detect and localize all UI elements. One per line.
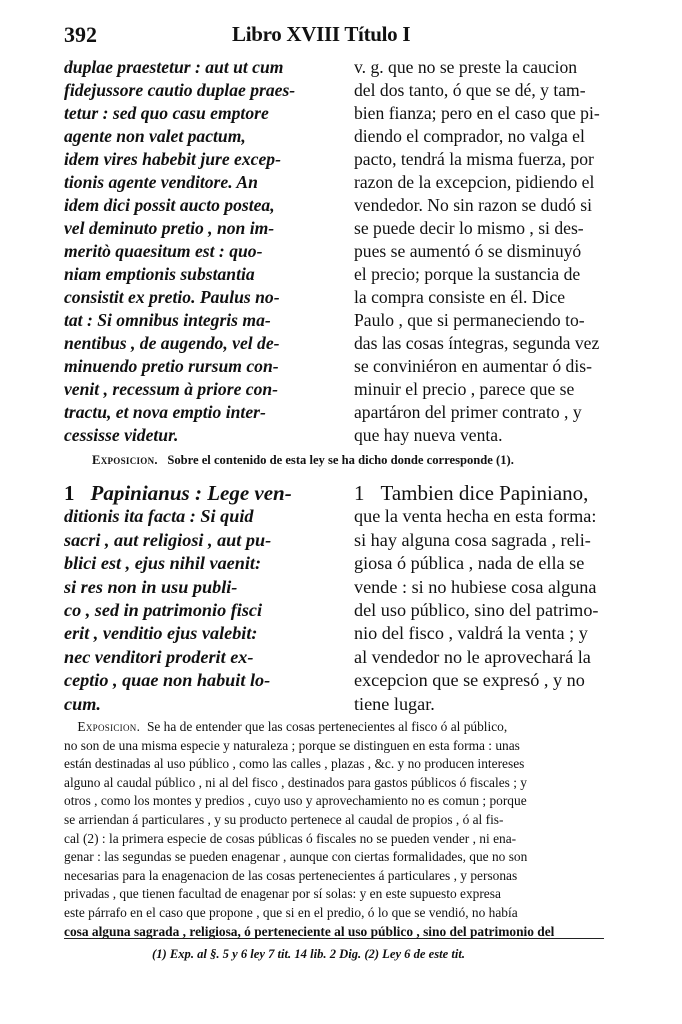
latin-line: ceptio , quae non habuit lo- bbox=[64, 670, 271, 691]
spanish-line: minuir el precio , parece que se bbox=[354, 379, 575, 399]
commentary-line: no son de una misma especie y naturaleza ; porque se distinguen en esta forma : unas bbox=[64, 737, 520, 753]
spanish-line: Paulo , que si permaneciendo to- bbox=[354, 310, 585, 330]
latin-line: idem dici possit aucto postea, bbox=[64, 195, 275, 215]
commentary-text: Se ha de entender que las cosas pertenecientes al fisco ó al público, bbox=[146, 719, 508, 734]
spanish-line: tiene lugar. bbox=[354, 693, 435, 714]
spanish-line: pacto, tendrá la misma fuerza, por bbox=[354, 149, 594, 169]
latin-line: tat : Si omnibus integris ma- bbox=[64, 310, 271, 330]
footnotes: (1) Exp. al §. 5 y 6 ley 7 tit. 14 lib. 2 Dig. (2) Ley 6 de este tit. bbox=[152, 947, 466, 961]
spanish-line: que hay nueva venta. bbox=[354, 425, 503, 445]
commentary-line: privadas , que tienen facultad de enagenar por sí solas: y en este supuesto expresa bbox=[64, 886, 501, 902]
spanish-line: si hay alguna cosa sagrada , reli- bbox=[354, 529, 591, 550]
spanish-line: el precio; porque la sustancia de bbox=[354, 264, 581, 284]
running-title: Libro XVIII Título I bbox=[232, 22, 411, 46]
spanish-line: del uso público, sino del patrimo- bbox=[354, 600, 599, 621]
latin-line: duplae praestetur : aut ut cum bbox=[64, 57, 284, 77]
spanish-first-line bbox=[354, 482, 616, 505]
spanish-line: diendo el comprador, no valga el bbox=[354, 126, 585, 146]
latin-column-1 bbox=[64, 56, 336, 447]
commentary-line: están destinadas al uso público , como las calles , plazas , &c. y no producen intereses bbox=[64, 756, 525, 772]
commentary-line: cal (2) : la primera especie de cosas públicas ó fiscales no se pueden vender , ni ena- bbox=[64, 830, 517, 846]
spanish-line: que la venta hecha en esta forma: bbox=[354, 506, 597, 527]
commentary-line: alguno al caudal público , ni al del fisco , destinados para gastos públicos ó fiscales ; y bbox=[64, 774, 527, 790]
spanish-line: vendedor. No sin razon se dudó si bbox=[354, 195, 592, 215]
latin-line: venit , recessum à priore con- bbox=[64, 379, 279, 399]
latin-line: blici est , ejus nihil vaenit: bbox=[64, 553, 262, 574]
latin-line: tionis agente venditore. An bbox=[64, 172, 258, 192]
latin-line: nentibus , de augendo, vel de- bbox=[64, 333, 280, 353]
exposicion-note bbox=[92, 453, 612, 468]
latin-line: tractu, et nova emptio inter- bbox=[64, 402, 266, 422]
spanish-column-2 bbox=[354, 482, 616, 716]
commentary-line: este párrafo en el caso que propone , que si en el predio, ó lo que se vendió, no había bbox=[64, 904, 518, 920]
latin-line: agente non valet pactum, bbox=[64, 126, 246, 146]
latin-line: fidejussore cautio duplae praes- bbox=[64, 80, 296, 100]
spanish-line: v. g. que no se preste la caucion bbox=[354, 57, 578, 77]
spanish-line: razon de la excepcion, pidiendo el bbox=[354, 172, 595, 192]
spanish-line: nio del fisco , valdrá la venta ; y bbox=[354, 623, 588, 644]
spanish-line: vende : si no hubiese cosa alguna bbox=[354, 576, 597, 597]
spanish-line: giosa ó pública , nada de ella se bbox=[354, 553, 585, 574]
paragraph-number: 1 bbox=[354, 482, 365, 505]
latin-line: si res non in usu publi- bbox=[64, 576, 238, 597]
exposicion-label: Exposicion. bbox=[92, 453, 158, 467]
latin-line: cessisse videtur. bbox=[64, 425, 179, 445]
commentary-line: otros , como los montes y predios , cuyo uso y aprovechamiento no es comun ; porque bbox=[64, 793, 527, 809]
latin-line: co , sed in patrimonio fisci bbox=[64, 600, 263, 621]
paragraph-number: 1 bbox=[64, 482, 75, 505]
latin-line: cum. bbox=[64, 693, 101, 714]
latin-line: consistit ex pretio. Paulus no- bbox=[64, 287, 280, 307]
spanish-line: Tambien dice Papiniano, bbox=[380, 482, 589, 505]
exposicion-commentary bbox=[64, 718, 624, 941]
latin-line: idem vires habebit jure excep- bbox=[64, 149, 281, 169]
spanish-line: al vendedor no le aprovechará la bbox=[354, 646, 591, 667]
latin-line: meritò quaesitum est : quo- bbox=[64, 241, 263, 261]
commentary-line: cosa alguna sagrada , religiosa, ó perteneciente al uso público , sino del patrimonio del bbox=[64, 923, 555, 939]
commentary-line: necesarias para la enagenacion de las cosas pertenecientes á particulares , y personas bbox=[64, 867, 518, 883]
page-number: 392 bbox=[64, 22, 97, 47]
commentary-first-line bbox=[64, 718, 624, 737]
spanish-line: excepcion que se expresó , y no bbox=[354, 670, 585, 691]
latin-line: Papinianus : Lege ven- bbox=[90, 482, 292, 505]
latin-line: ditionis ita facta : Si quid bbox=[64, 506, 254, 527]
spanish-line: pues se aumentó ó se disminuyó bbox=[354, 241, 582, 261]
spanish-line: del dos tanto, ó que se dé, y tam- bbox=[354, 80, 586, 100]
latin-line: tetur : sed quo casu emptore bbox=[64, 103, 269, 123]
latin-first-line bbox=[64, 482, 336, 505]
spanish-line: se conviniéron en aumentar ó dis- bbox=[354, 356, 592, 376]
spanish-line: apartáron del primer contrato , y bbox=[354, 402, 582, 422]
commentary-line: genar : las segundas se pueden enagenar , aunque con ciertas formalidades, que no son bbox=[64, 849, 528, 865]
latin-column-2 bbox=[64, 482, 336, 716]
spanish-line: la compra consiste en él. Dice bbox=[354, 287, 566, 307]
latin-line: niam emptionis substantia bbox=[64, 264, 255, 284]
commentary-line: se arriendan á particulares , y su producto pertenece al caudal de propios , ó al fis- bbox=[64, 811, 504, 827]
spanish-column-1 bbox=[354, 56, 616, 447]
latin-line: erit , venditio ejus valebit: bbox=[64, 623, 258, 644]
latin-line: vel deminuto pretio , non im- bbox=[64, 218, 275, 238]
spanish-line: das las cosas íntegras, segunda vez bbox=[354, 333, 600, 353]
latin-line: nec venditori proderit ex- bbox=[64, 646, 254, 667]
page-header bbox=[64, 22, 622, 52]
latin-line: minuendo pretio rursum con- bbox=[64, 356, 279, 376]
spanish-line: se puede decir lo mismo , si des- bbox=[354, 218, 584, 238]
spanish-line: bien fianza; pero en el caso que pi- bbox=[354, 103, 600, 123]
exposicion-label: Exposicion. bbox=[77, 719, 141, 734]
exposicion-text: Sobre el contenido de esta ley se ha dicho donde corresponde (1). bbox=[167, 453, 514, 467]
latin-line: sacri , aut religiosi , aut pu- bbox=[64, 529, 272, 550]
footnote-rule bbox=[64, 938, 604, 939]
